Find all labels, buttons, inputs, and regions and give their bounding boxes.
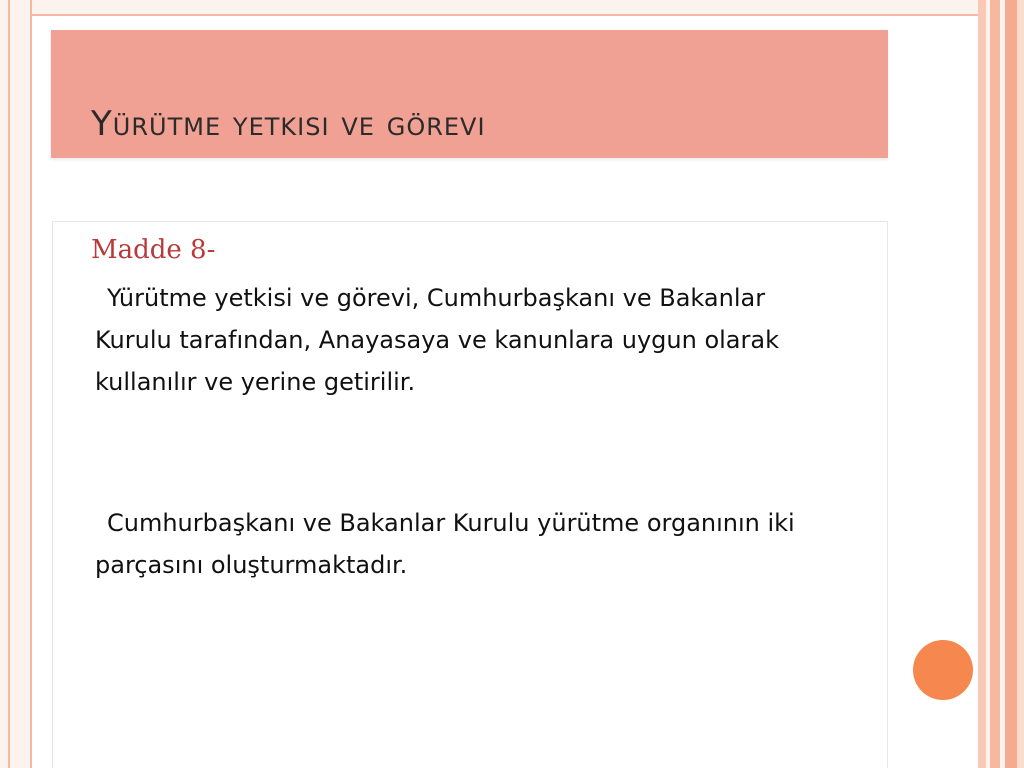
decorative-stripe bbox=[1005, 0, 1017, 768]
decorative-stripe bbox=[1017, 0, 1024, 768]
paragraph-text: Cumhurbaşkanı ve Bakanlar Kurulu yürütme organının iki parçasını oluşturmaktadır. bbox=[95, 509, 795, 579]
paragraph bbox=[95, 277, 825, 403]
article-heading: Madde 8- bbox=[91, 235, 216, 265]
slide-title: Yürütme yetkisi ve görevi bbox=[91, 104, 486, 144]
decorative-stripe bbox=[978, 0, 986, 768]
frame-line bbox=[8, 0, 10, 768]
paragraph-text: Yürütme yetkisi ve görevi, Cumhurbaşkanı ve Bakanlar Kurulu tarafından, Anayasaya ve kanunlara uygun olarak kullanılır ve yerine getirilir. bbox=[95, 284, 779, 396]
orange-circle-ornament bbox=[913, 640, 973, 700]
paragraph bbox=[95, 502, 825, 586]
title-banner bbox=[51, 30, 888, 158]
content-box bbox=[52, 221, 888, 768]
decorative-stripe bbox=[990, 0, 1000, 768]
